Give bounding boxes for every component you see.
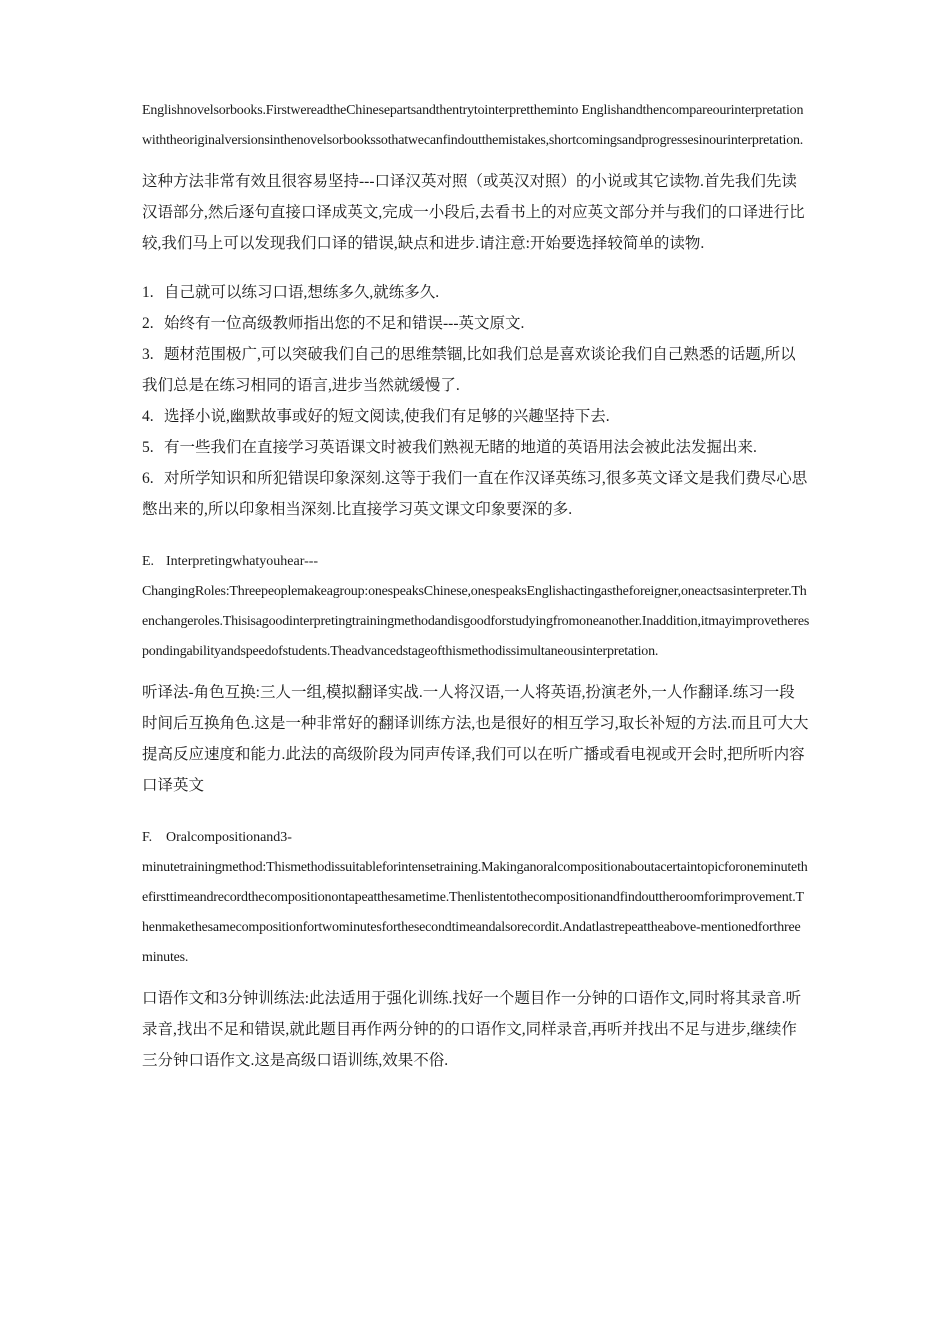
document-page bbox=[142, 96, 810, 1076]
section-f-english: minutetrainingmethod:Thismethodissuitableforintensetraining.Makinganoralcompositionaboutacertaintopicforoneminutethefirsttimeandrecordthecompositionontapeatthesametime.Thenlistentothecompositionandfindouttheroomforimprovement.Thenmakethesamecompositionfortwominutesforthesecondtimeandalsorecordit.Andatlastrepeattheabove-mentionedforthreeminutes. bbox=[142, 860, 808, 965]
list-item bbox=[142, 432, 810, 463]
list-text: 自己就可以练习口语,想练多久,就练多久. bbox=[164, 284, 440, 301]
list-number: 5. bbox=[142, 439, 154, 456]
section-e-title: Interpretingwhatyouhear--- bbox=[166, 554, 319, 569]
list-number: 3. bbox=[142, 346, 154, 363]
list-number: 4. bbox=[142, 408, 154, 425]
list-number: 2. bbox=[142, 315, 154, 332]
list-text: 对所学知识和所犯错误印象深刻.这等于我们一直在作汉译英练习,很多英文译文是我们费尽心思憋出来的,所以印象相当深刻.比直接学习英文课文印象要深的多. bbox=[142, 470, 808, 518]
list-text: 有一些我们在直接学习英语课文时被我们熟视无睹的地道的英语用法会被此法发掘出来. bbox=[164, 439, 757, 456]
section-f-title: Oralcompositionand3- bbox=[166, 830, 292, 845]
benefit-list bbox=[142, 277, 810, 525]
section-e-chinese: 听译法-角色互换:三人一组,模拟翻译实战.一人将汉语,一人将英语,扮演老外,一人作翻译.练习一段时间后互换角色.这是一种非常好的翻译训练方法,也是很好的相互学习,取长补短的方法.而且可大大提高反应速度和能力.此法的高级阶段为同声传译,我们可以在听广播或看电视或开会时,把所听内容口译英文 bbox=[142, 684, 809, 794]
list-text: 题材范围极广,可以突破我们自己的思维禁锢,比如我们总是喜欢谈论我们自己熟悉的话题,所以我们总是在练习相同的语言,进步当然就缓慢了. bbox=[142, 346, 796, 394]
block1-chinese: 这种方法非常有效且很容易坚持---口译汉英对照（或英汉对照）的小说或其它读物.首先我们先读汉语部分,然后逐句直接口译成英文,完成一小段后,去看书上的对应英文部分并与我们的口译进行比较,我们马上可以发现我们口译的错误,缺点和进步.请注意:开始要选择较简单的读物. bbox=[142, 173, 805, 252]
section-e-english: ChangingRoles:Threepeoplemakeagroup:onespeaksChinese,onespeaksEnglishactingastheforeigner,oneactsasinterpreter.Thenchangeroles.Thisisagoodinterpretingtrainingmethodandisgoodforstudyingfromoneanother.Inaddition,itmayimprovetherespondingabilityandspeedofstudents.Theadvancedstageofthismethodissimultaneousinterpretation. bbox=[142, 584, 810, 659]
section-f-heading bbox=[142, 823, 810, 853]
list-text: 选择小说,幽默故事或好的短文阅读,使我们有足够的兴趣坚持下去. bbox=[164, 408, 610, 425]
section-e-heading bbox=[142, 547, 810, 577]
section-f-letter: F. bbox=[142, 830, 153, 845]
section-f-chinese: 口语作文和3分钟训练法:此法适用于强化训练.找好一个题目作一分钟的口语作文,同时将其录音.听录音,找出不足和错误,就此题目再作两分钟的的口语作文,同样录音,再听并找出不足与进步,继续作三分钟口语作文.这是高级口语训练,效果不俗. bbox=[142, 990, 802, 1069]
list-item bbox=[142, 277, 810, 308]
list-item bbox=[142, 463, 810, 525]
list-item bbox=[142, 401, 810, 432]
list-item bbox=[142, 308, 810, 339]
block1-english: Englishnovelsorbooks.FirstwereadtheChinesepartsandthentrytointerprettheminto Englishandthencompareourinterpretationwiththeoriginalversionsinthenovelsorbookssothatwecanfindoutthemistakes,shortcomingsandprogressesinourinterpretation. bbox=[142, 103, 804, 148]
section-e-letter: E. bbox=[142, 554, 155, 569]
list-number: 6. bbox=[142, 470, 154, 487]
list-item bbox=[142, 339, 810, 401]
list-text: 始终有一位高级教师指出您的不足和错误---英文原文. bbox=[164, 315, 525, 332]
list-number: 1. bbox=[142, 284, 154, 301]
